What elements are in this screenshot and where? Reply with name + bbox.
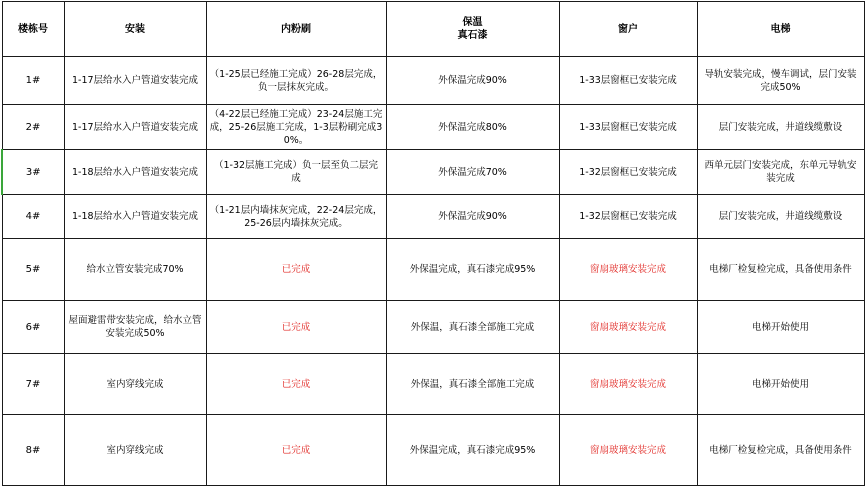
header-insulation-line2: 真石漆 (457, 30, 488, 41)
cell-window: 窗扇玻璃安装完成 (559, 354, 697, 415)
header-install: 安装 (64, 2, 206, 57)
header-elevator: 电梯 (697, 2, 864, 57)
cell-insulation: 外保温，真石漆全部施工完成 (386, 354, 559, 415)
cell-plaster: 已完成 (206, 415, 386, 486)
cell-building: 3# (2, 150, 64, 195)
cell-window: 窗扇玻璃安装完成 (559, 239, 697, 301)
cell-window: 窗扇玻璃安装完成 (559, 415, 697, 486)
cell-plaster: （1-32层施工完成）负一层至负二层完成 (206, 150, 386, 195)
cell-window: 1-32层窗框已安装完成 (559, 150, 697, 195)
header-building: 楼栋号 (2, 2, 64, 57)
cell-building: 8# (2, 415, 64, 486)
cell-insulation: 外保温完成80% (386, 105, 559, 150)
header-insulation-line1: 保温 (462, 17, 483, 28)
header-row (2, 2, 864, 57)
cell-install: 室内穿线完成 (64, 354, 206, 415)
cell-plaster: 已完成 (206, 354, 386, 415)
cell-building: 1# (2, 57, 64, 105)
cell-building: 6# (2, 301, 64, 354)
cell-insulation: 外保温，真石漆全部施工完成 (386, 301, 559, 354)
cell-elevator: 电梯厂检复检完成，具备使用条件 (697, 415, 864, 486)
cell-install: 1-17层给水入户管道安装完成 (64, 105, 206, 150)
cell-window: 1-33层窗框已安装完成 (559, 105, 697, 150)
cell-elevator: 电梯厂检复检完成，具备使用条件 (697, 239, 864, 301)
table-row (2, 195, 864, 239)
cell-install: 屋面避雷带安装完成，给水立管安装完成50% (64, 301, 206, 354)
cell-install: 给水立管安装完成70% (64, 239, 206, 301)
header-window: 窗户 (559, 2, 697, 57)
progress-table (1, 1, 865, 486)
header-plaster: 内粉刷 (206, 2, 386, 57)
table-row (2, 150, 864, 195)
cell-elevator: 电梯开始使用 (697, 354, 864, 415)
cell-install: 1-17层给水入户管道安装完成 (64, 57, 206, 105)
cell-insulation: 外保温完成，真石漆完成95% (386, 415, 559, 486)
cell-plaster: 已完成 (206, 301, 386, 354)
cell-insulation: 外保温完成70% (386, 150, 559, 195)
cell-window: 窗扇玻璃安装完成 (559, 301, 697, 354)
cell-plaster: （1-25层已经施工完成）26-28层完成，负一层抹灰完成。 (206, 57, 386, 105)
cell-window: 1-33层窗框已安装完成 (559, 57, 697, 105)
cell-install: 1-18层给水入户管道安装完成 (64, 195, 206, 239)
cell-plaster: （4-22层已经施工完成）23-24层施工完成，25-26层施工完成，1-3层粉刷完成30%。 (206, 105, 386, 150)
cell-elevator: 电梯开始使用 (697, 301, 864, 354)
cell-building: 2# (2, 105, 64, 150)
cell-plaster: 已完成 (206, 239, 386, 301)
cell-plaster: （1-21层内墙抹灰完成，22-24层完成，25-26层内墙抹灰完成。 (206, 195, 386, 239)
cell-building: 4# (2, 195, 64, 239)
header-insulation (386, 2, 559, 57)
cell-elevator: 西单元层门安装完成，东单元导轨安装完成 (697, 150, 864, 195)
table-row (2, 105, 864, 150)
table-row (2, 354, 864, 415)
cell-insulation: 外保温完成，真石漆完成95% (386, 239, 559, 301)
cell-install: 1-18层给水入户管道安装完成 (64, 150, 206, 195)
cell-building: 7# (2, 354, 64, 415)
table-row (2, 301, 864, 354)
cell-building: 5# (2, 239, 64, 301)
cell-elevator: 层门安装完成，井道线缆敷设 (697, 195, 864, 239)
table-row (2, 415, 864, 486)
table-row (2, 239, 864, 301)
cell-elevator: 导轨安装完成，慢车调试，层门安装完成50% (697, 57, 864, 105)
cell-elevator: 层门安装完成，井道线缆敷设 (697, 105, 864, 150)
cell-window: 1-32层窗框已安装完成 (559, 195, 697, 239)
cell-install: 室内穿线完成 (64, 415, 206, 486)
cell-insulation: 外保温完成90% (386, 57, 559, 105)
table-row (2, 57, 864, 105)
cell-insulation: 外保温完成90% (386, 195, 559, 239)
